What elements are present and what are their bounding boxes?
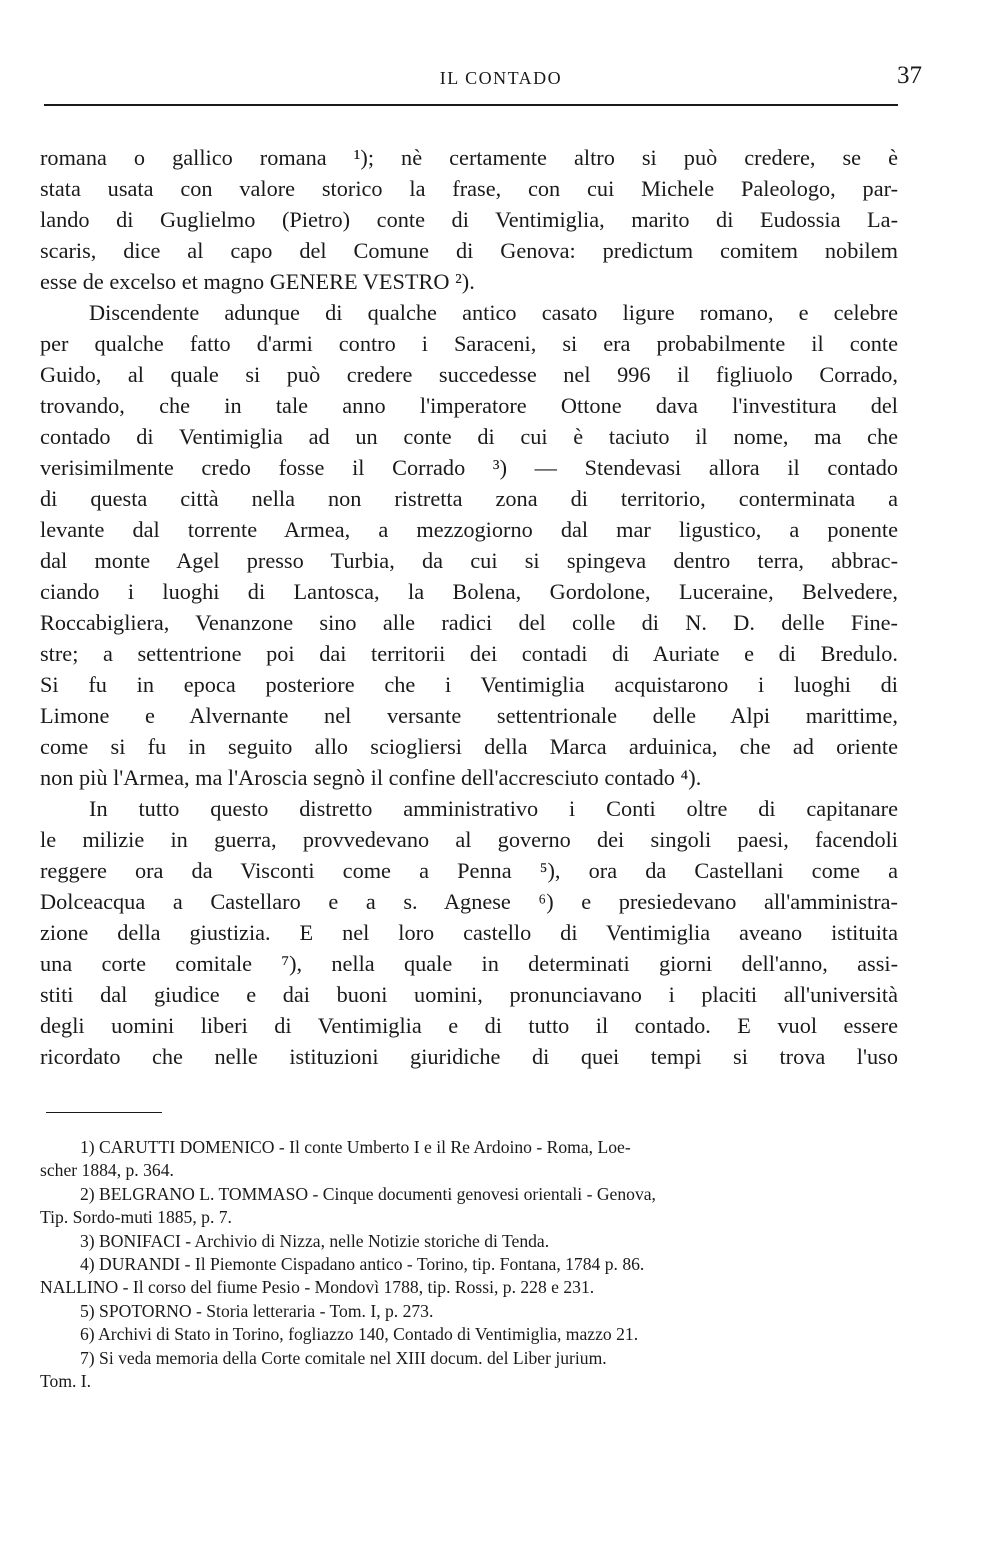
footnote-line: 2) BELGRANO L. TOMMASO - Cinque documenti genovesi orientali - Genova, [80, 1183, 656, 1204]
text-line: Roccabigliera, Venanzone sino alle radici del colle di N. D. delle Fine- [40, 610, 898, 635]
text-line: romana o gallico romana ¹); nè certamente altro si può credere, se è [40, 145, 898, 170]
text-line: contado di Ventimiglia ad un conte di cui è taciuto il nome, ma che [40, 424, 898, 449]
text-line: stre; a settentrione poi dai territorii dei contadi di Auriate e di Bredulo. [40, 641, 898, 666]
text-line: di questa città nella non ristretta zona di territorio, conterminata a [40, 486, 898, 511]
text-line: esse de excelso et magno GENERE VESTRO ²). [40, 269, 475, 294]
text-line: levante dal torrente Armea, a mezzogiorno dal mar ligustico, a ponente [40, 517, 898, 542]
footnote-line: 6) Archivi di Stato in Torino, fogliazzo 140, Contado di Ventimiglia, mazzo 21. [80, 1324, 639, 1345]
text-line: scaris, dice al capo del Comune di Genova: predictum comitem nobilem [40, 238, 898, 263]
page-number: 37 [897, 62, 922, 89]
footnote-line: 1) CARUTTI DOMENICO - Il conte Umberto I e il Re Ardoino - Roma, Loe- [80, 1137, 631, 1157]
text-line: Dolceacqua a Castellaro e a s. Agnese ⁶) e presiedevano all'amministra- [40, 889, 898, 914]
text-line: verisimilmente credo fosse il Corrado ³) — Stendevasi allora il contado [40, 455, 898, 480]
text-line: degli uomini liberi di Ventimiglia e di tutto il contado. E vuol essere [40, 1013, 898, 1038]
text-line: Limone e Alvernante nel versante settentrionale delle Alpi marittime, [40, 703, 898, 728]
body-text [40, 142, 898, 1072]
text-line: Si fu in epoca posteriore che i Ventimiglia acquistarono i luoghi di [40, 672, 898, 697]
footnote-line: scher 1884, p. 364. [40, 1160, 174, 1181]
running-head [40, 64, 962, 98]
footnote-line: 5) SPOTORNO - Storia letteraria - Tom. I, p. 273. [80, 1300, 434, 1321]
text-line: In tutto questo distretto amministrativo i Conti oltre di capitanare [89, 796, 898, 821]
text-line: stata usata con valore storico la frase, con cui Michele Paleologo, par- [40, 176, 898, 201]
text-line: dal monte Agel presso Turbia, da cui si spingeva dentro terra, abbrac- [40, 548, 898, 573]
text-line: ciando i luoghi di Lantosca, la Bolena, Gordolone, Luceraine, Belvedere, [40, 579, 898, 604]
footnote-line: 3) BONIFACI - Archivio di Nizza, nelle Notizie storiche di Tenda. [80, 1230, 550, 1251]
text-line: stiti dal giudice e dai buoni uomini, pronunciavano i placiti all'università [40, 982, 898, 1007]
text-line: Discendente adunque di qualche antico casato ligure romano, e celebre [89, 300, 898, 325]
footnote-line: 7) Si veda memoria della Corte comitale nel XIII docum. del Liber jurium. [80, 1347, 607, 1368]
text-line: trovando, che in tale anno l'imperatore Ottone dava l'investitura del [40, 393, 898, 418]
footnotes [40, 1136, 866, 1393]
text-line: le milizie in guerra, provvedevano al governo dei singoli paesi, facendoli [40, 827, 898, 852]
footnote-line: 4) DURANDI - Il Piemonte Cispadano antico - Torino, tip. Fontana, 1784 p. 86. [80, 1253, 645, 1274]
footnote-line: NALLINO - Il corso del fiume Pesio - Mondovì 1788, tip. Rossi, p. 228 e 231. [40, 1277, 595, 1298]
text-line: come si fu in seguito allo sciogliersi della Marca arduinica, che ad oriente [40, 734, 898, 759]
text-line: non più l'Armea, ma l'Aroscia segnò il confine dell'accresciuto contado ⁴). [40, 765, 702, 790]
text-line: zione della giustizia. E nel loro castello di Ventimiglia aveano istituita [40, 920, 898, 945]
text-line: ricordato che nelle istituzioni giuridiche di quei tempi si trova l'uso [40, 1044, 898, 1069]
footnote-rule [46, 1112, 162, 1113]
header-rule [44, 104, 898, 106]
footnote-line: Tip. Sordo-muti 1885, p. 7. [40, 1207, 232, 1228]
chapter-title: IL CONTADO [439, 68, 563, 88]
text-line: reggere ora da Visconti come a Penna ⁵), ora da Castellani come a [40, 858, 898, 883]
footnote-line: Tom. I. [40, 1370, 92, 1391]
text-line: lando di Guglielmo (Pietro) conte di Ventimiglia, marito di Eudossia La- [40, 207, 898, 232]
book-page [40, 0, 962, 1562]
text-line: una corte comitale ⁷), nella quale in determinati giorni dell'anno, assi- [40, 951, 898, 976]
text-line: Guido, al quale si può credere succedesse nel 996 il figliuolo Corrado, [40, 362, 898, 387]
text-line: per qualche fatto d'armi contro i Saraceni, si era probabilmente il conte [40, 331, 898, 356]
